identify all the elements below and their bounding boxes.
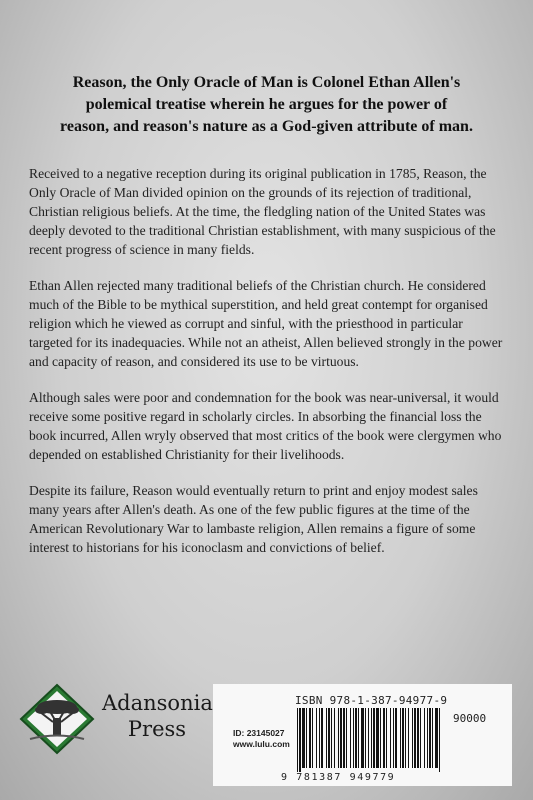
description (29, 164, 509, 574)
barcode-box (213, 684, 512, 786)
barcode-icon (295, 708, 445, 772)
paragraph-1: Received to a negative reception during its original publication in 1785, Reason, the Only Oracle of Man divided opinion on the grounds of its rejection of traditional, Christian religious beliefs. At the time, the fledgling nation of the United States was deeply devoted to the traditional Christian establishment, with many suspicious of the recent progress of science in many fields. (29, 166, 496, 257)
paragraph-2: Ethan Allen rejected many traditional beliefs of the Christian church. He considered much of the Bible to be mythical superstition, and held great contempt for organised religion which he viewed as corrupt and sinful, with the priesthood in particular targeted for its inadequacies. While not an atheist, Allen believed strongly in the power and capacity of reason, and considered its use to be virtuous. (29, 278, 503, 369)
publisher-block (18, 682, 218, 762)
baobab-tree-icon (18, 682, 96, 756)
publisher-name-line1: Adansonia (102, 691, 213, 715)
publisher-name (102, 690, 212, 742)
publisher-name-line2: Press (127, 717, 187, 741)
tagline: Reason, the Only Oracle of Man is Colonel Ethan Allen's polemical treatise wherein he argues for the power of reason, and reason's nature as a God-given attribute of man. (60, 74, 473, 135)
paragraph-3: Although sales were poor and condemnation for the book was near-universal, it would receive some positive regard in scholarly circles. In absorbing the financial loss the book incurred, Allen wryly observed that most critics of the book were clergymen who depended on established Christianity for their livelihoods. (29, 390, 502, 462)
barcode-number: 9 781387 949779 (281, 772, 396, 783)
id-label: ID: 23145027 (233, 728, 285, 738)
lulu-id (233, 728, 290, 750)
price-code: 90000 (453, 712, 487, 725)
website-label: www.lulu.com (233, 739, 290, 749)
isbn-label: ISBN 978-1-387-94977-9 (295, 694, 448, 707)
paragraph-4: Despite its failure, Reason would eventually return to print and enjoy modest sales many years after Allen's death. As one of the few public figures at the time of the American Revolutionary War to lambaste religion, Allen remains a figure of some interest to historians for his iconoclasm and convictions of belief. (29, 483, 478, 555)
